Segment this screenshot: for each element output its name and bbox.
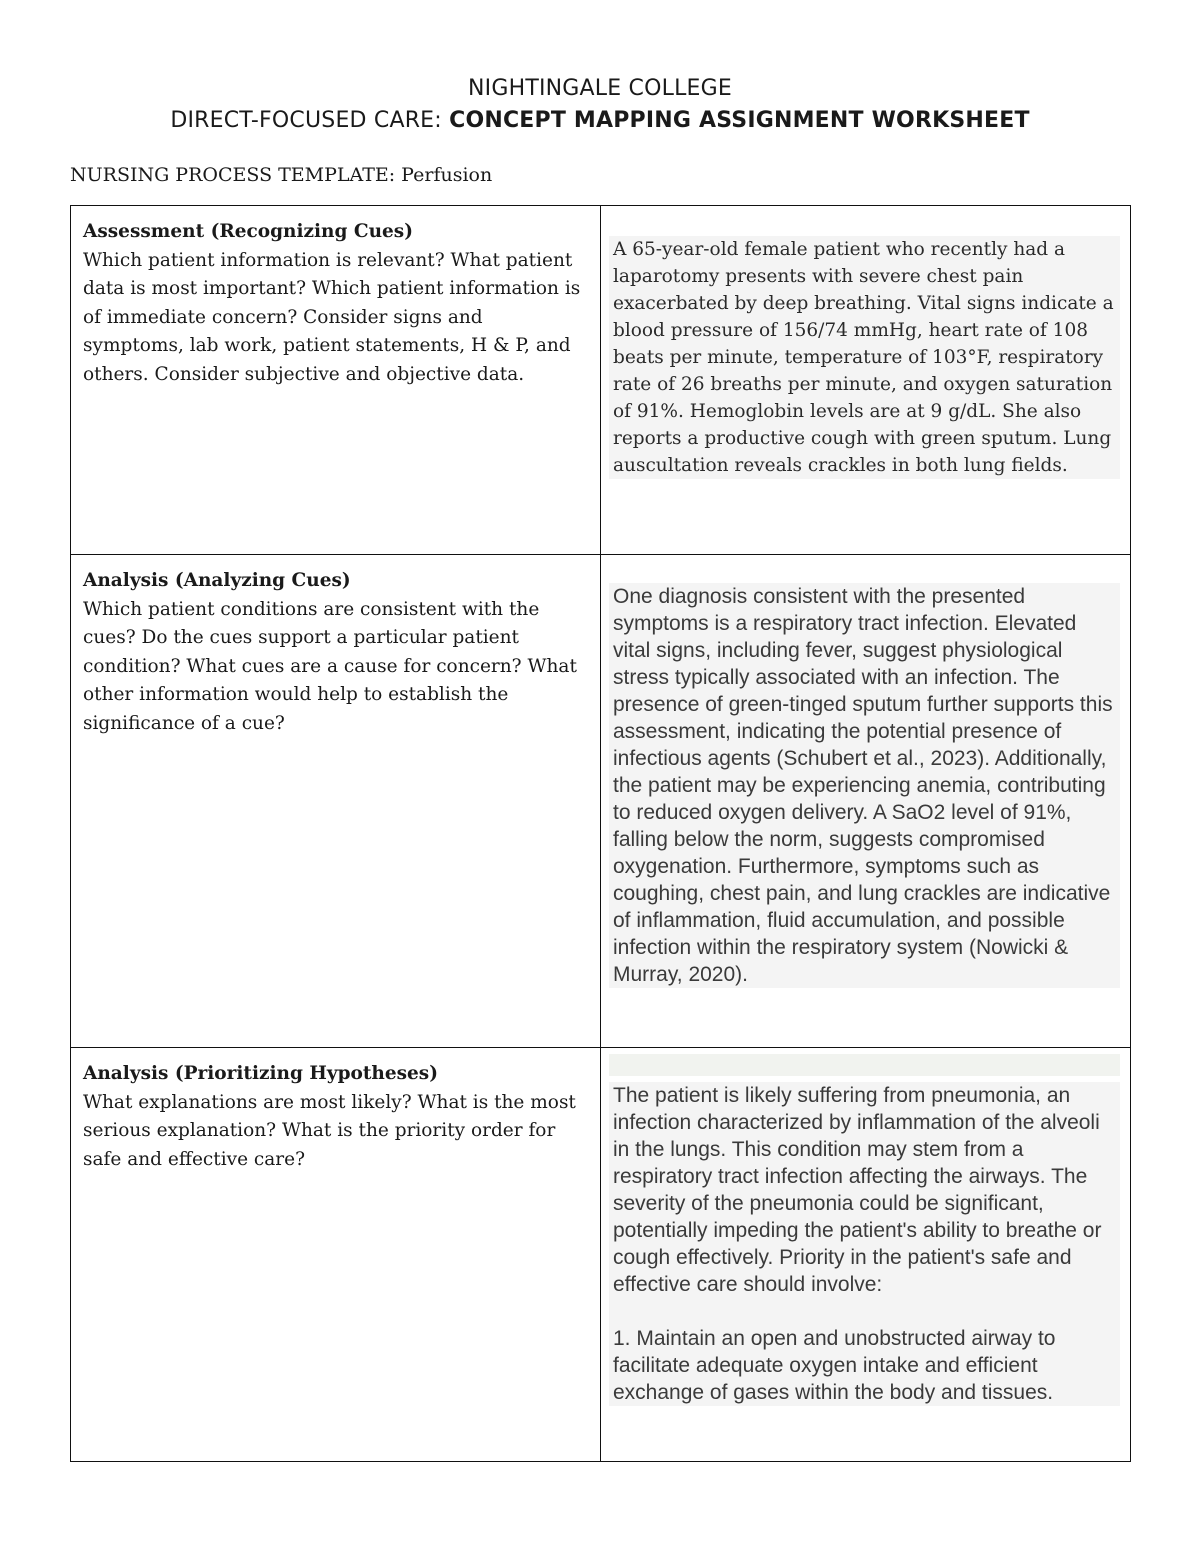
table-row-prioritizing-hypotheses <box>71 1048 1131 1462</box>
nursing-process-table <box>70 205 1131 1462</box>
document-header <box>0 74 1200 136</box>
table-row-assessment <box>71 206 1131 555</box>
answer-text[interactable] <box>609 1082 1120 1406</box>
prompt-cell <box>71 1048 601 1462</box>
template-label: NURSING PROCESS TEMPLATE: Perfusion <box>70 164 493 186</box>
prompt-text <box>71 206 600 389</box>
answer-cell[interactable] <box>601 206 1131 555</box>
table-row-analyzing-cues <box>71 555 1131 1048</box>
section-prompt: Which patient conditions are consistent with the cues? Do the cues support a particular patient condition? What cues are a cause for concern? What other information would help to establish the significance of a cue? <box>83 598 577 734</box>
paragraph-gap <box>613 1298 1116 1325</box>
section-heading: Analysis (Prioritizing Hypotheses) <box>83 1063 438 1084</box>
worksheet-title-prefix: DIRECT-FOCUSED CARE: <box>170 108 450 133</box>
answer-cell[interactable] <box>601 555 1131 1048</box>
highlight-strip <box>609 1054 1120 1076</box>
answer-text[interactable]: One diagnosis consistent with the presented symptoms is a respiratory tract infection. Elevated vital signs, including fever, suggest physiological stress typically associated with an infection. The presence of green-tinged sputum further supports this assessment, indicating the potential presence of infectious agents (Schubert et al., 2023). Additionally, the patient may be experiencing anemia, contributing to reduced oxygen delivery. A SaO2 level of 91%, falling below the norm, suggests compromised oxygenation. Furthermore, symptoms such as coughing, chest pain, and lung crackles are indicative of inflammation, fluid accumulation, and possible infection within the respiratory system (Nowicki & Murray, 2020). <box>609 583 1120 988</box>
section-heading: Analysis (Analyzing Cues) <box>83 570 351 591</box>
prompt-text <box>71 555 600 738</box>
answer-paragraph[interactable]: The patient is likely suffering from pneumonia, an infection characterized by inflammation of the alveoli in the lungs. This condition may stem from a respiratory tract infection affecting the airways. The severity of the pneumonia could be significant, potentially impeding the patient's ability to breathe or cough effectively. Priority in the patient's safe and effective care should involve: <box>613 1084 1102 1296</box>
answer-text[interactable]: A 65-year-old female patient who recently had a laparotomy presents with severe chest pain exacerbated by deep breathing. Vital signs indicate a blood pressure of 156/74 mmHg, heart rate of 108 beats per minute, temperature of 103°F, respiratory rate of 26 breaths per minute, and oxygen saturation of 91%. Hemoglobin levels are at 9 g/dL. She also reports a productive cough with green sputum. Lung auscultation reveals crackles in both lung fields. <box>609 236 1120 479</box>
answer-list-item[interactable]: 1. Maintain an open and unobstructed airway to facilitate adequate oxygen intake and efficient exchange of gases within the body and tissues. <box>613 1327 1056 1404</box>
prompt-text <box>71 1048 600 1174</box>
section-prompt: What explanations are most likely? What is the most serious explanation? What is the priority order for safe and effective care? <box>83 1091 576 1170</box>
college-name: NIGHTINGALE COLLEGE <box>467 76 732 101</box>
section-heading: Assessment (Recognizing Cues) <box>83 221 413 242</box>
prompt-cell <box>71 555 601 1048</box>
worksheet-title <box>0 106 1200 136</box>
section-prompt: Which patient information is relevant? What patient data is most important? Which patient information is of immediate concern? Consider signs and symptoms, lab work, patient statements, H & P, and others. Consider subjective and objective data. <box>83 249 581 385</box>
prompt-cell <box>71 206 601 555</box>
answer-cell[interactable] <box>601 1048 1131 1462</box>
worksheet-title-bold: CONCEPT MAPPING ASSIGNMENT WORKSHEET <box>449 108 1030 133</box>
